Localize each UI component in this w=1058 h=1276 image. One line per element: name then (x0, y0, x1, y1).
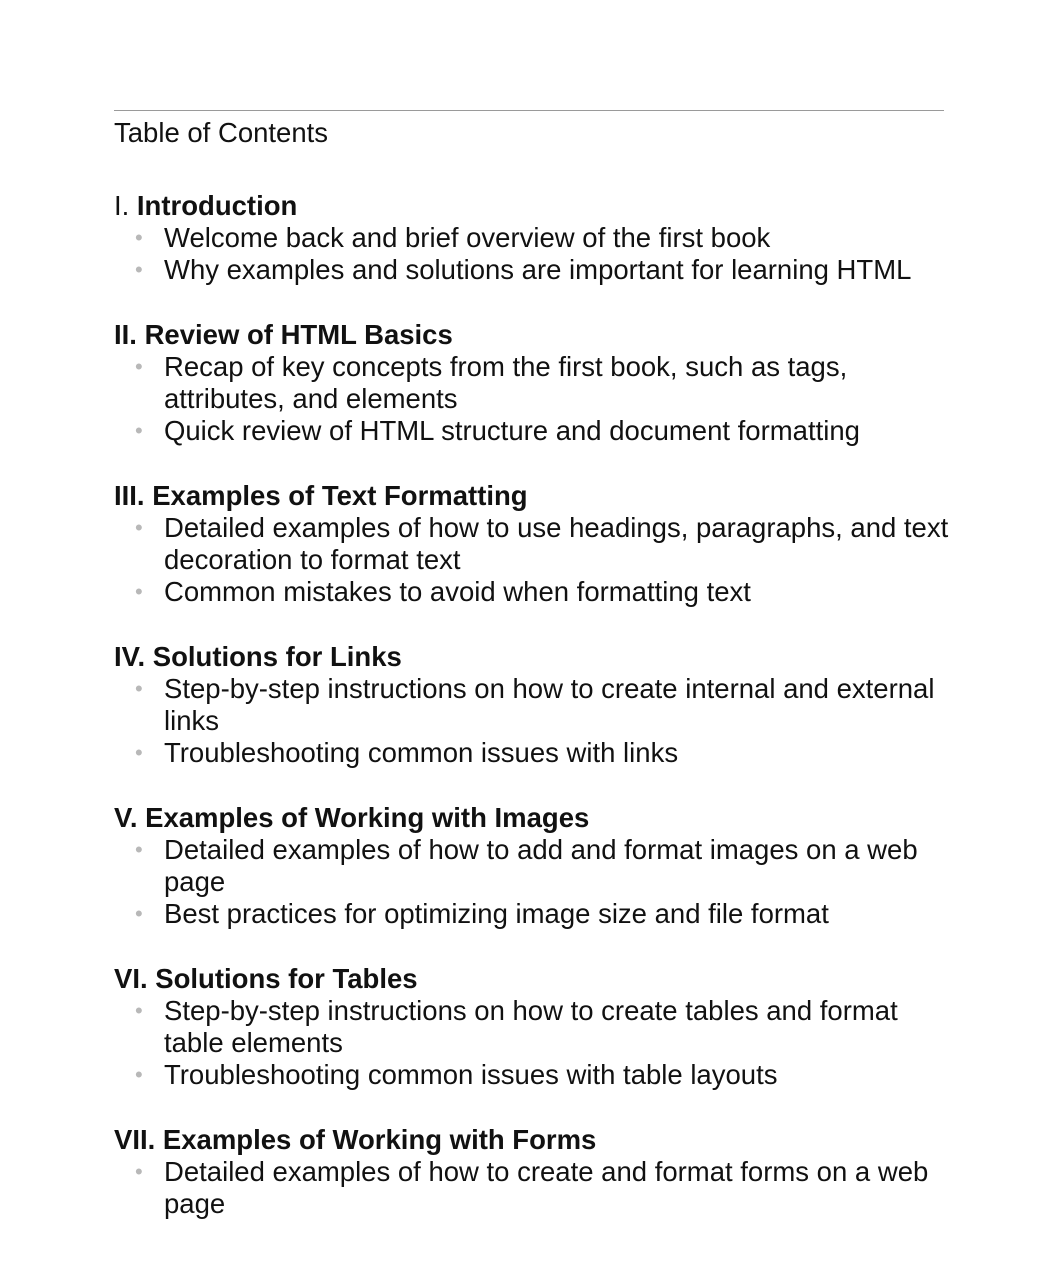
bullet-item (114, 995, 954, 1059)
section-numeral: III. (114, 480, 145, 511)
bullet-icon: • (135, 676, 143, 701)
bullet-list (114, 673, 954, 769)
bullet-item (114, 351, 954, 415)
bullet-text: Step-by-step instructions on how to create tables and format table elements (164, 995, 898, 1058)
section-numeral: VI. (114, 963, 148, 994)
bullet-icon: • (135, 1159, 143, 1184)
toc-section (114, 1124, 954, 1220)
section-title: Examples of Working with Images (145, 802, 590, 833)
bullet-text: Troubleshooting common issues with links (164, 737, 679, 768)
bullet-icon: • (135, 515, 143, 540)
section-heading (114, 802, 954, 834)
section-numeral: VII. (114, 1124, 156, 1155)
section-heading (114, 319, 954, 351)
section-numeral: V. (114, 802, 138, 833)
bullet-list (114, 1156, 954, 1220)
section-title: Examples of Working with Forms (162, 1124, 597, 1155)
bullet-list (114, 995, 954, 1091)
bullet-item (114, 576, 954, 608)
top-divider (114, 110, 944, 111)
toc-section (114, 963, 954, 1091)
bullet-text: Common mistakes to avoid when formatting text (164, 576, 751, 607)
toc-section (114, 480, 954, 608)
toc-section (114, 319, 954, 447)
bullet-item (114, 737, 954, 769)
bullet-text: Detailed examples of how to create and format forms on a web page (164, 1156, 929, 1219)
section-heading (114, 1124, 954, 1156)
bullet-text: Best practices for optimizing image size and file format (164, 898, 829, 929)
bullet-list (114, 512, 954, 608)
bullet-icon: • (135, 257, 143, 282)
bullet-item (114, 1059, 954, 1091)
bullet-icon: • (135, 418, 143, 443)
bullet-item (114, 1156, 954, 1220)
section-title: Introduction (136, 190, 298, 221)
bullet-item (114, 222, 954, 254)
bullet-item (114, 898, 954, 930)
bullet-item (114, 415, 954, 447)
bullet-item (114, 512, 954, 576)
bullet-text: Welcome back and brief overview of the first book (164, 222, 771, 253)
section-heading (114, 963, 954, 995)
toc-section (114, 641, 954, 769)
bullet-item (114, 673, 954, 737)
toc-section (114, 190, 954, 286)
bullet-text: Troubleshooting common issues with table layouts (164, 1059, 778, 1090)
bullet-icon: • (135, 579, 143, 604)
section-heading (114, 190, 954, 222)
bullet-icon: • (135, 225, 143, 250)
bullet-item (114, 254, 954, 286)
bullet-list (114, 351, 954, 447)
bullet-list (114, 222, 954, 286)
section-numeral: IV. (114, 641, 146, 672)
bullet-text: Step-by-step instructions on how to create internal and external links (164, 673, 935, 736)
bullet-icon: • (135, 901, 143, 926)
bullet-text: Recap of key concepts from the first book, such as tags, attributes, and elements (164, 351, 848, 414)
bullet-icon: • (135, 1062, 143, 1087)
document-title: Table of Contents (114, 117, 329, 148)
section-title: Solutions for Tables (155, 963, 418, 994)
toc-sections (114, 190, 954, 1253)
bullet-text: Why examples and solutions are important for learning HTML (164, 254, 912, 285)
section-title: Review of HTML Basics (144, 319, 453, 350)
bullet-icon: • (135, 740, 143, 765)
bullet-text: Quick review of HTML structure and document formatting (164, 415, 860, 446)
bullet-text: Detailed examples of how to add and format images on a web page (164, 834, 918, 897)
bullet-list (114, 834, 954, 930)
section-numeral: II. (114, 319, 137, 350)
bullet-icon: • (135, 998, 143, 1023)
bullet-item (114, 834, 954, 898)
section-title: Solutions for Links (152, 641, 402, 672)
section-heading (114, 641, 954, 673)
section-numeral: I. (114, 190, 130, 221)
bullet-text: Detailed examples of how to use headings, paragraphs, and text decoration to format text (164, 512, 949, 575)
section-heading (114, 480, 954, 512)
bullet-icon: • (135, 837, 143, 862)
section-title: Examples of Text Formatting (152, 480, 528, 511)
toc-section (114, 802, 954, 930)
bullet-icon: • (135, 354, 143, 379)
